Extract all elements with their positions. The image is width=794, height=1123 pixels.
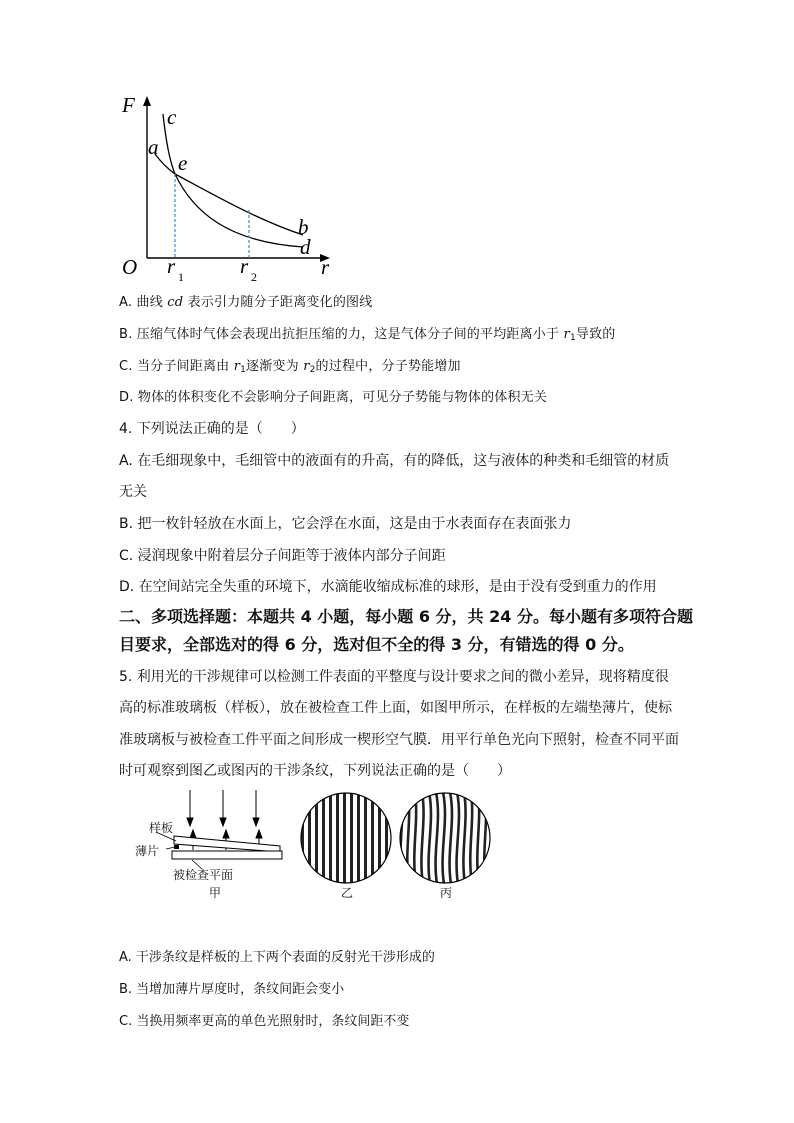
f-axis-arrow (143, 96, 151, 106)
section2-heading-line1: 二、多项选择题：本题共 4 小题，每小题 6 分，共 24 分。每小题有多项符合题 (119, 607, 693, 626)
label-jia: 甲 (209, 886, 222, 900)
q5-option-b: B. 当增加薄片厚度时，条纹间距会变小 (119, 982, 345, 997)
q3-option-d: D. 物体的体积变化不会影响分子间距离，可见分子势能与物体的体积无关 (119, 390, 548, 405)
label-yangban: 样板 (149, 821, 174, 835)
figure-yi-straight-fringes (298, 792, 394, 884)
label-d: d (300, 235, 311, 259)
q4-stem: 4. 下列说法正确的是（ ） (119, 421, 305, 437)
section2-heading-line2: 目要求，全部选对的得 6 分，选对但不全的得 3 分，有错选的得 0 分。 (119, 635, 634, 654)
label-yi: 乙 (341, 886, 354, 900)
label-r2-sub: 2 (251, 270, 257, 284)
q5-line1: 5. 利用光的干涉规律可以检测工件表面的平整度与设计要求之间的微小差异，现将精度很 (119, 669, 669, 685)
figure-bing-curved-fringes (397, 792, 493, 884)
downward-arrows (187, 790, 259, 826)
q5-line2: 高的标准玻璃板（样板），放在被检查工件上面，如图甲所示，在样板的左端垫薄片，使标 (119, 700, 672, 716)
label-b: b (298, 215, 309, 239)
label-F: F (122, 93, 135, 117)
q3-option-a: A. 曲线 cd 表示引力随分子距离变化的图线 (119, 295, 373, 310)
label-r: r (321, 255, 330, 279)
q4-option-a-cont: 无关 (119, 484, 147, 500)
label-e: e (178, 151, 188, 175)
label-jiancha: 被检查平面 (173, 868, 234, 882)
q3-option-c: C. 当分子间距离由 $r_1$逐渐变为 $r_2$的过程中，分子势能增加 (119, 359, 461, 375)
q5-line3: 准玻璃板与被检查工件平面之间形成一楔形空气膜．用平行单色光向下照射，检查不同平面 (119, 732, 679, 748)
q4-option-a: A. 在毛细现象中，毛细管中的液面有的升高，有的降低，这与液体的种类和毛细管的材质 (119, 453, 670, 469)
q5-option-c: C. 当换用频率更高的单色光照射时，条纹间距不变 (119, 1014, 410, 1029)
q4-option-d: D. 在空间站完全失重的环境下，水滴能收缩成标准的球形，是由于没有受到重力的作用 (119, 579, 657, 595)
label-a: a (148, 135, 159, 159)
q5-line4: 时可观察到图乙或图丙的干涉条纹，下列说法正确的是（ ） (119, 763, 511, 779)
label-bing: 丙 (440, 886, 453, 900)
q5-option-a: A. 干涉条纹是样板的上下两个表面的反射光干涉形成的 (119, 950, 435, 965)
label-baopian: 薄片 (135, 844, 160, 858)
workpiece (172, 851, 282, 859)
label-c: c (167, 105, 177, 129)
q3-option-b: B. 压缩气体时气体会表现出抗拒压缩的力，这是气体分子间的平均距离小于 $r_1$导致的 (119, 327, 616, 343)
label-O: O (122, 255, 138, 279)
label-r2: r (240, 254, 249, 278)
q4-option-c: C. 浸润现象中附着层分子间距等于液体内部分子间距 (119, 548, 446, 564)
label-r1: r (167, 254, 176, 278)
label-r1-sub: 1 (178, 270, 184, 284)
force-distance-graph (118, 92, 343, 284)
q4-option-b: B. 把一枚针轻放在水面上，它会浮在水面，这是由于水表面存在表面张力 (119, 516, 572, 532)
